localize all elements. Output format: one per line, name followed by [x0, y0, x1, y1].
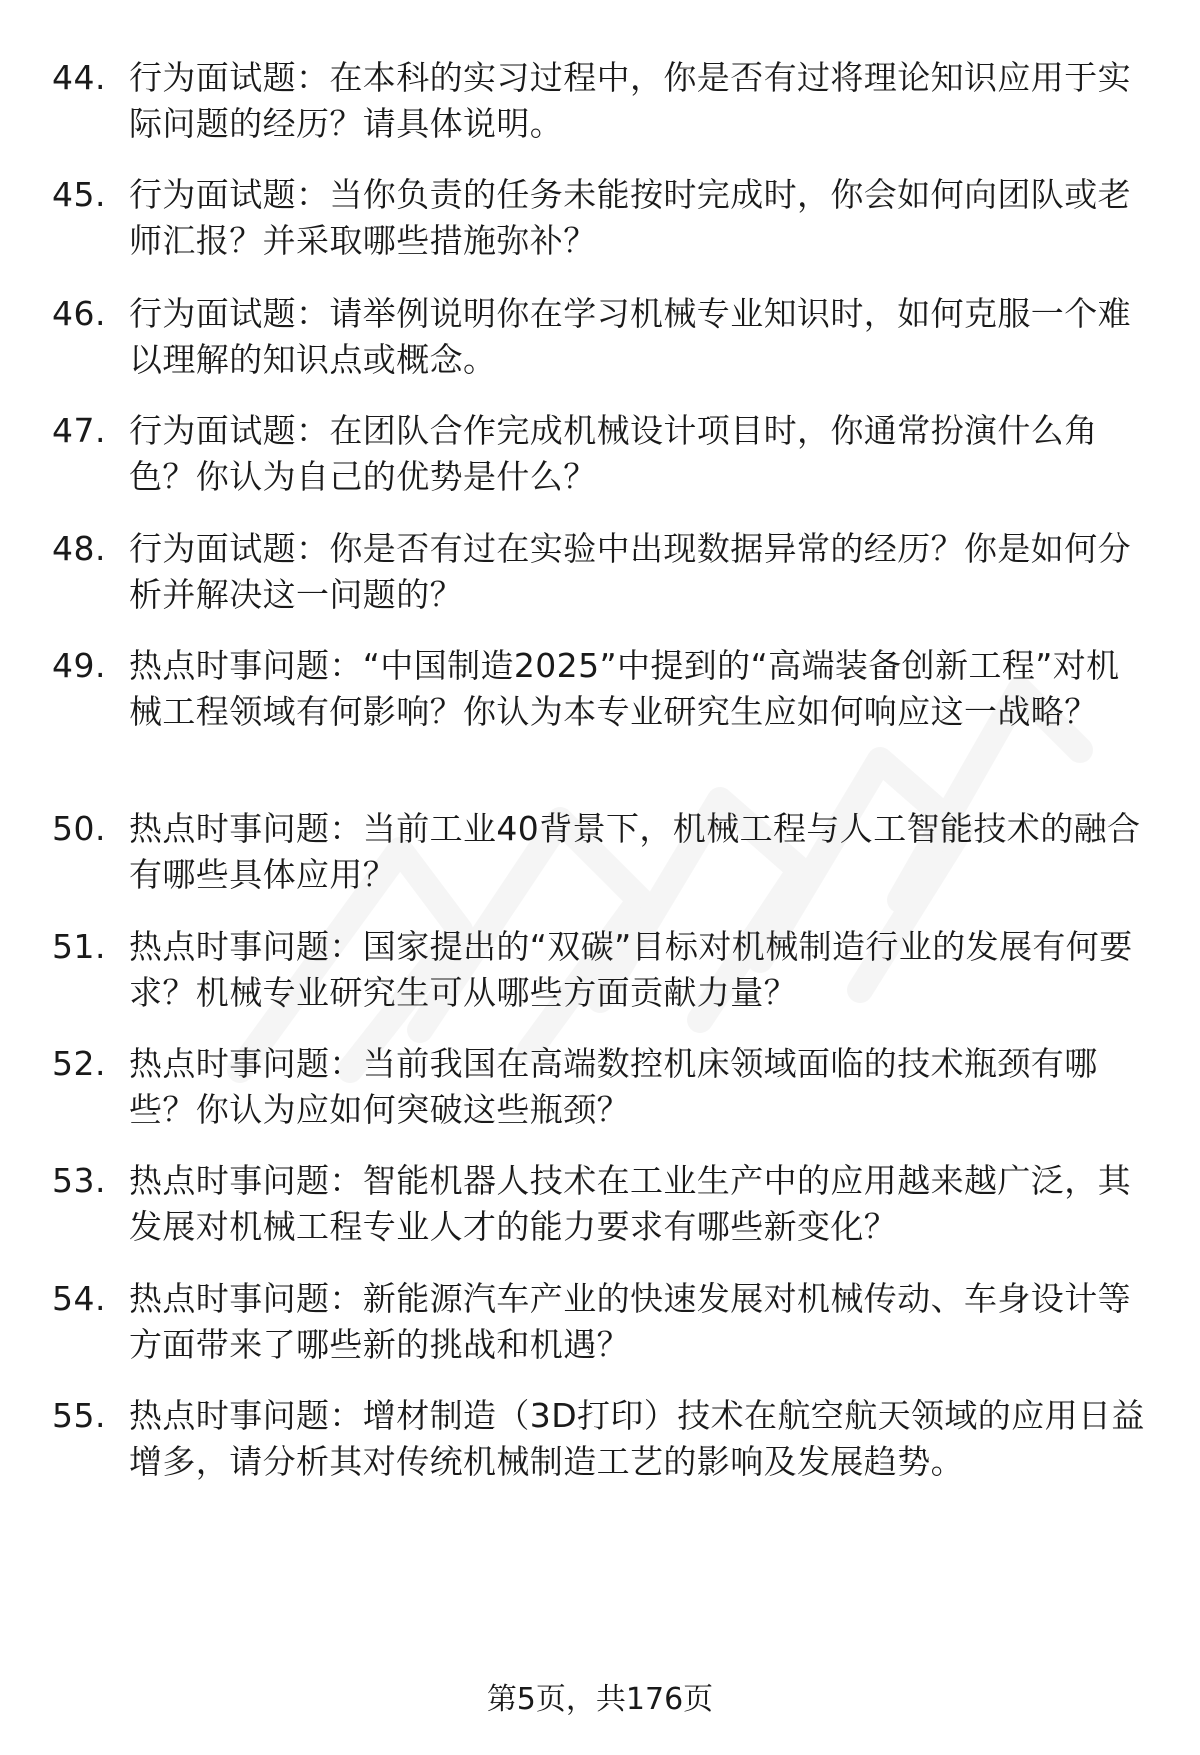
question-text: 热点时事问题：当前工业40背景下，机械工程与人工智能技术的融合有哪些具体应用？	[129, 809, 1141, 894]
question-number: 48.	[52, 529, 106, 568]
question-number: 44.	[52, 58, 106, 97]
question-number: 50.	[52, 809, 106, 848]
question-number: 52.	[52, 1044, 106, 1083]
page-footer: 第5页，共176页	[486, 1682, 714, 1717]
question-text: 行为面试题：你是否有过在实验中出现数据异常的经历？你是如何分析并解决这一问题的？	[129, 529, 1131, 614]
question-number: 46.	[52, 294, 106, 333]
question-text: 行为面试题：在团队合作完成机械设计项目时，你通常扮演什么角色？你认为自己的优势是什么？	[129, 411, 1098, 496]
question-number: 53.	[52, 1161, 106, 1200]
question-text: 行为面试题：请举例说明你在学习机械专业知识时，如何克服一个难以理解的知识点或概念。	[129, 294, 1131, 379]
question-text: 行为面试题：在本科的实习过程中，你是否有过将理论知识应用于实际问题的经历？请具体说明。	[129, 58, 1131, 143]
question-text: 热点时事问题：当前我国在高端数控机床领域面临的技术瓶颈有哪些？你认为应如何突破这些瓶颈？	[129, 1044, 1098, 1129]
question-number: 49.	[52, 646, 106, 685]
question-text: 热点时事问题：“中国制造2025”中提到的“高端装备创新工程”对机械工程领域有何影响？你认为本专业研究生应如何响应这一战略？	[129, 646, 1120, 731]
question-text: 行为面试题：当你负责的任务未能按时完成时，你会如何向团队或老师汇报？并采取哪些措施弥补？	[129, 175, 1131, 260]
question-text: 热点时事问题：新能源汽车产业的快速发展对机械传动、车身设计等方面带来了哪些新的挑战和机遇？	[129, 1279, 1131, 1364]
question-number: 47.	[52, 411, 106, 450]
question-number: 54.	[52, 1279, 106, 1318]
question-text: 热点时事问题：增材制造（3D打印）技术在航空航天领域的应用日益增多，请分析其对传统机械制造工艺的影响及发展趋势。	[129, 1396, 1145, 1481]
question-number: 45.	[52, 175, 106, 214]
question-number: 55.	[52, 1396, 106, 1435]
question-text: 热点时事问题：智能机器人技术在工业生产中的应用越来越广泛，其发展对机械工程专业人才的能力要求有哪些新变化？	[129, 1161, 1131, 1246]
question-number: 51.	[52, 927, 106, 966]
question-text: 热点时事问题：国家提出的“双碳”目标对机械制造行业的发展有何要求？机械专业研究生可从哪些方面贡献力量？	[129, 927, 1133, 1012]
